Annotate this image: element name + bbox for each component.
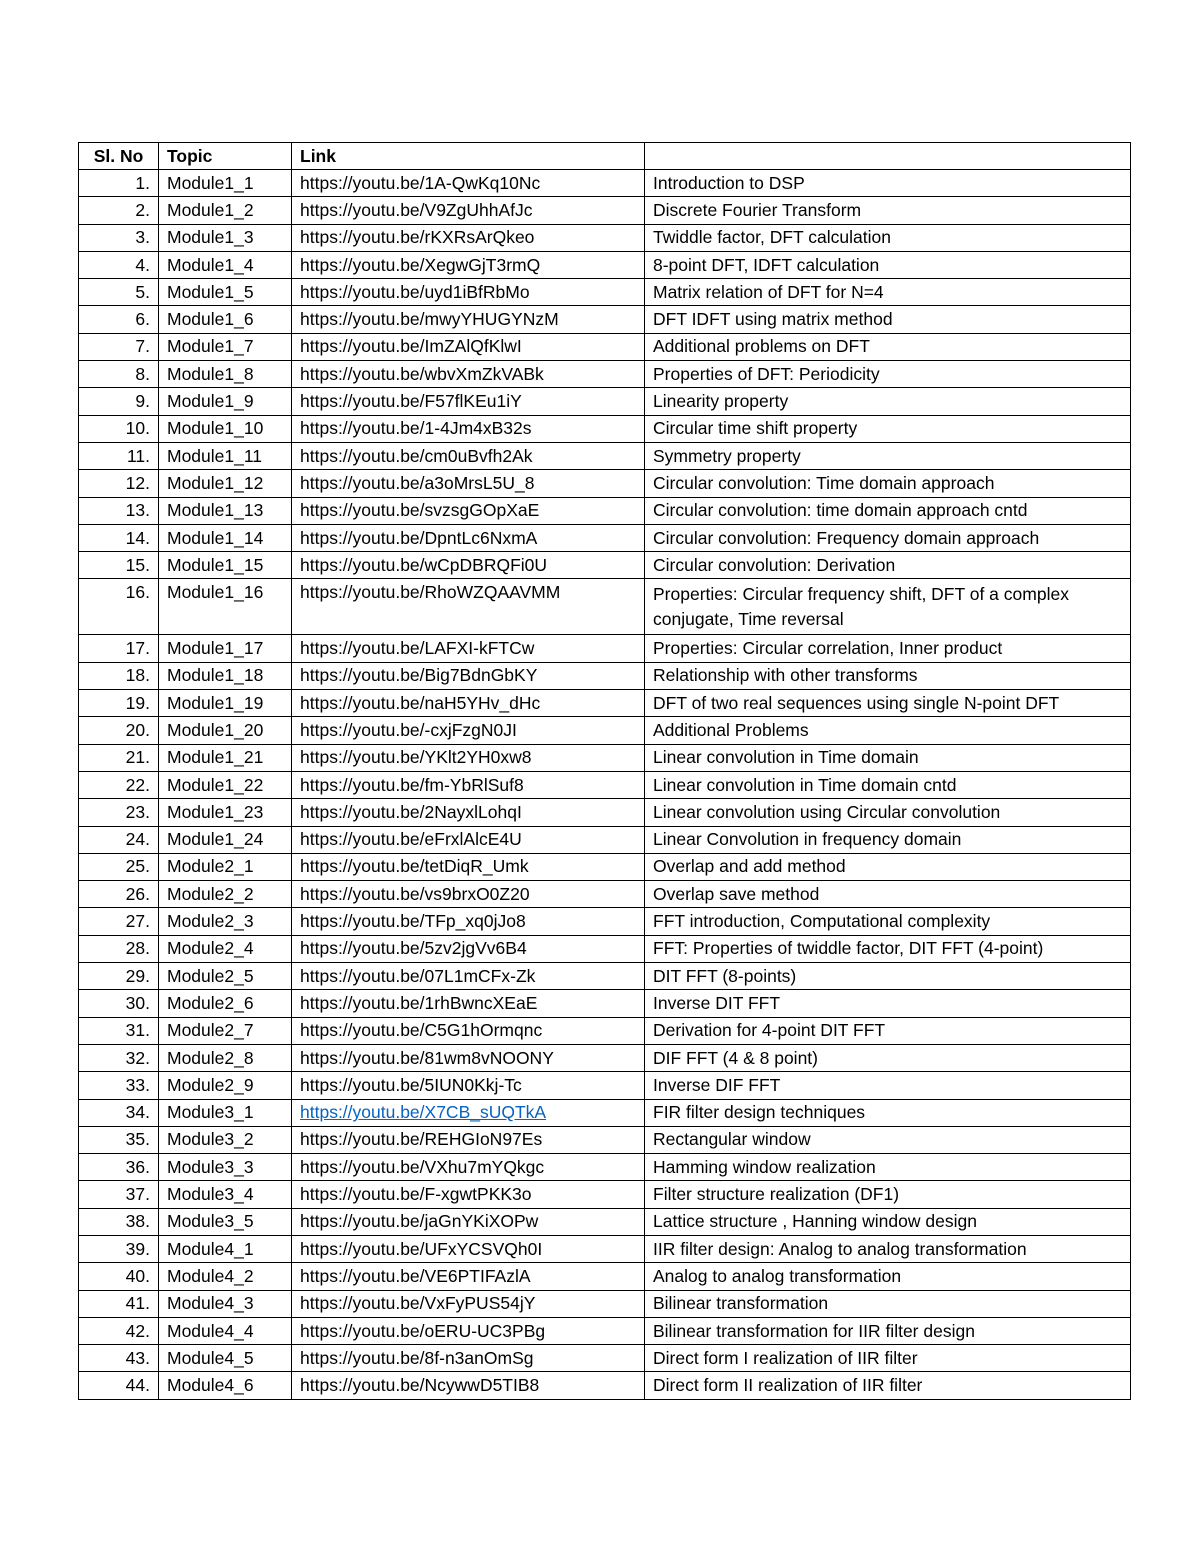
table-row [79, 990, 1131, 1017]
row-sl-no: 37. [79, 1181, 159, 1208]
row-topic: Module1_21 [159, 744, 292, 771]
table-row [79, 415, 1131, 442]
row-topic: Module1_14 [159, 524, 292, 551]
video-link-text: https://youtu.be/Big7BdnGbKY [300, 665, 538, 686]
row-sl-no: 24. [79, 826, 159, 853]
row-link-cell [292, 1126, 645, 1153]
row-topic: Module3_5 [159, 1208, 292, 1235]
table-row [79, 1044, 1131, 1071]
video-link-text: https://youtu.be/rKXRsArQkeo [300, 227, 535, 248]
row-topic: Module4_2 [159, 1263, 292, 1290]
row-link-cell [292, 361, 645, 388]
table-row [79, 771, 1131, 798]
video-link-text: https://youtu.be/C5G1hOrmqnc [300, 1020, 543, 1041]
row-sl-no: 23. [79, 799, 159, 826]
row-sl-no: 35. [79, 1126, 159, 1153]
row-description: Linear convolution in Time domain cntd [645, 771, 1131, 798]
table-row [79, 1099, 1131, 1126]
table-row [79, 1345, 1131, 1372]
table-row [79, 552, 1131, 579]
row-description: Circular convolution: time domain approach cntd [645, 497, 1131, 524]
row-sl-no: 41. [79, 1290, 159, 1317]
row-description: Direct form II realization of IIR filter [645, 1372, 1131, 1399]
row-topic: Module1_23 [159, 799, 292, 826]
video-link-text: https://youtu.be/1-4Jm4xB32s [300, 418, 532, 439]
row-link-cell [292, 552, 645, 579]
video-link-text: https://youtu.be/DpntLc6NxmA [300, 527, 538, 548]
row-description: Circular convolution: Derivation [645, 552, 1131, 579]
video-link-text: https://youtu.be/NcywwD5TIB8 [300, 1375, 540, 1396]
video-links-table [78, 142, 1131, 1400]
row-topic: Module1_12 [159, 470, 292, 497]
row-sl-no: 6. [79, 306, 159, 333]
video-link-text: https://youtu.be/oERU-UC3PBg [300, 1320, 546, 1341]
row-link-cell [292, 662, 645, 689]
video-link-text: https://youtu.be/RhoWZQAAVMM [300, 582, 561, 603]
row-sl-no: 5. [79, 279, 159, 306]
row-topic: Module2_6 [159, 990, 292, 1017]
video-link-text: https://youtu.be/VXhu7mYQkgc [300, 1156, 545, 1177]
row-topic: Module1_15 [159, 552, 292, 579]
row-link-cell [292, 1154, 645, 1181]
row-link-cell [292, 799, 645, 826]
row-sl-no: 9. [79, 388, 159, 415]
row-link-cell [292, 744, 645, 771]
header-description [645, 143, 1131, 170]
row-description: Linear Convolution in frequency domain [645, 826, 1131, 853]
table-row [79, 690, 1131, 717]
row-link-cell [292, 1317, 645, 1344]
video-link-text: https://youtu.be/F-xgwtPKK3o [300, 1184, 532, 1205]
video-link-text: https://youtu.be/5IUN0Kkj-Tc [300, 1074, 522, 1095]
row-description: IIR filter design: Analog to analog transformation [645, 1235, 1131, 1262]
row-description: Inverse DIT FFT [645, 990, 1131, 1017]
video-link-text: https://youtu.be/F57flKEu1iY [300, 391, 522, 412]
video-link-text: https://youtu.be/V9ZgUhhAfJc [300, 199, 533, 220]
row-topic: Module4_5 [159, 1345, 292, 1372]
row-topic: Module4_1 [159, 1235, 292, 1262]
row-description: Derivation for 4-point DIT FFT [645, 1017, 1131, 1044]
row-sl-no: 30. [79, 990, 159, 1017]
row-sl-no: 11. [79, 442, 159, 469]
row-link-cell [292, 224, 645, 251]
row-description: Overlap and add method [645, 853, 1131, 880]
table-row [79, 170, 1131, 197]
row-description: Properties: Circular correlation, Inner product [645, 635, 1131, 662]
row-link-cell [292, 279, 645, 306]
row-description: Matrix relation of DFT for N=4 [645, 279, 1131, 306]
video-link-text: https://youtu.be/LAFXI-kFTCw [300, 638, 535, 659]
video-link-text: https://youtu.be/a3oMrsL5U_8 [300, 472, 535, 493]
row-sl-no: 27. [79, 908, 159, 935]
row-link-cell [292, 1181, 645, 1208]
row-link-cell [292, 524, 645, 551]
row-sl-no: 26. [79, 881, 159, 908]
table-row [79, 1181, 1131, 1208]
video-link-text: https://youtu.be/naH5YHv_dHc [300, 692, 541, 713]
row-link-cell [292, 1235, 645, 1262]
row-topic: Module1_17 [159, 635, 292, 662]
row-link-cell [292, 1044, 645, 1071]
row-sl-no: 12. [79, 470, 159, 497]
row-sl-no: 36. [79, 1154, 159, 1181]
table-row [79, 1290, 1131, 1317]
row-link-cell [292, 935, 645, 962]
row-topic: Module2_4 [159, 935, 292, 962]
row-sl-no: 4. [79, 251, 159, 278]
row-link-cell [292, 442, 645, 469]
row-description: FFT introduction, Computational complexity [645, 908, 1131, 935]
table-row [79, 524, 1131, 551]
video-link-text: https://youtu.be/cm0uBvfh2Ak [300, 445, 533, 466]
row-description: Bilinear transformation for IIR filter design [645, 1317, 1131, 1344]
row-description: Additional Problems [645, 717, 1131, 744]
table-row [79, 881, 1131, 908]
row-sl-no: 29. [79, 963, 159, 990]
row-link-cell [292, 1208, 645, 1235]
row-link-cell [292, 306, 645, 333]
table-row [79, 251, 1131, 278]
table-row [79, 853, 1131, 880]
table-row [79, 1208, 1131, 1235]
header-link: Link [292, 143, 645, 170]
row-topic: Module1_9 [159, 388, 292, 415]
table-row [79, 1263, 1131, 1290]
video-link-text: https://youtu.be/TFp_xq0jJo8 [300, 911, 526, 932]
row-link-cell [292, 908, 645, 935]
row-sl-no: 40. [79, 1263, 159, 1290]
row-topic: Module1_22 [159, 771, 292, 798]
row-topic: Module4_6 [159, 1372, 292, 1399]
row-link-cell [292, 170, 645, 197]
table-row [79, 1372, 1131, 1399]
row-description: Bilinear transformation [645, 1290, 1131, 1317]
row-sl-no: 14. [79, 524, 159, 551]
row-description: Introduction to DSP [645, 170, 1131, 197]
row-link-cell [292, 853, 645, 880]
row-sl-no: 2. [79, 197, 159, 224]
row-link-cell [292, 963, 645, 990]
row-topic: Module1_7 [159, 333, 292, 360]
table-row [79, 963, 1131, 990]
row-link-cell [292, 388, 645, 415]
row-topic: Module1_3 [159, 224, 292, 251]
row-sl-no: 34. [79, 1099, 159, 1126]
row-description: Properties of DFT: Periodicity [645, 361, 1131, 388]
table-row [79, 1017, 1131, 1044]
row-topic: Module4_3 [159, 1290, 292, 1317]
video-link-text: https://youtu.be/XegwGjT3rmQ [300, 254, 541, 275]
video-link-text: https://youtu.be/1rhBwncXEaE [300, 992, 538, 1013]
row-sl-no: 43. [79, 1345, 159, 1372]
table-row [79, 826, 1131, 853]
table-row [79, 935, 1131, 962]
row-description: Linear convolution in Time domain [645, 744, 1131, 771]
row-topic: Module1_19 [159, 690, 292, 717]
row-description: Linearity property [645, 388, 1131, 415]
row-description: Rectangular window [645, 1126, 1131, 1153]
table-row [79, 224, 1131, 251]
table-row [79, 908, 1131, 935]
row-topic: Module3_1 [159, 1099, 292, 1126]
row-sl-no: 1. [79, 170, 159, 197]
table-row [79, 1154, 1131, 1181]
row-description: Hamming window realization [645, 1154, 1131, 1181]
row-link-cell [292, 1372, 645, 1399]
row-topic: Module2_9 [159, 1072, 292, 1099]
row-link-cell [292, 333, 645, 360]
video-link-text: https://youtu.be/1A-QwKq10Nc [300, 172, 541, 193]
table-row [79, 497, 1131, 524]
row-sl-no: 8. [79, 361, 159, 388]
video-link-text: https://youtu.be/vs9brxO0Z20 [300, 883, 530, 904]
row-link-cell [292, 826, 645, 853]
row-link-cell [292, 1017, 645, 1044]
video-link-text: https://youtu.be/mwyYHUGYNzM [300, 309, 559, 330]
row-topic: Module1_8 [159, 361, 292, 388]
row-topic: Module4_4 [159, 1317, 292, 1344]
row-sl-no: 32. [79, 1044, 159, 1071]
row-description: Filter structure realization (DF1) [645, 1181, 1131, 1208]
table-row [79, 1317, 1131, 1344]
video-link-text: https://youtu.be/5zv2jgVv6B4 [300, 938, 527, 959]
row-topic: Module1_2 [159, 197, 292, 224]
row-sl-no: 33. [79, 1072, 159, 1099]
row-link-cell [292, 1099, 645, 1126]
row-description: DIT FFT (8-points) [645, 963, 1131, 990]
row-link-cell [292, 1263, 645, 1290]
table-body [79, 170, 1131, 1400]
video-link-text: https://youtu.be/fm-YbRlSuf8 [300, 774, 524, 795]
row-topic: Module1_13 [159, 497, 292, 524]
row-sl-no: 44. [79, 1372, 159, 1399]
row-description: FIR filter design techniques [645, 1099, 1131, 1126]
row-link-cell [292, 771, 645, 798]
row-sl-no: 7. [79, 333, 159, 360]
row-sl-no: 18. [79, 662, 159, 689]
row-description: Symmetry property [645, 442, 1131, 469]
table-row [79, 197, 1131, 224]
table-header-row [79, 143, 1131, 170]
row-topic: Module2_7 [159, 1017, 292, 1044]
row-topic: Module1_20 [159, 717, 292, 744]
row-description: Lattice structure , Hanning window design [645, 1208, 1131, 1235]
row-link-cell [292, 415, 645, 442]
row-topic: Module1_6 [159, 306, 292, 333]
video-link-text: https://youtu.be/uyd1iBfRbMo [300, 281, 530, 302]
row-topic: Module2_2 [159, 881, 292, 908]
row-description: FFT: Properties of twiddle factor, DIT FFT (4-point) [645, 935, 1131, 962]
row-link-cell [292, 881, 645, 908]
table-row [79, 662, 1131, 689]
video-link-text: https://youtu.be/tetDiqR_Umk [300, 856, 529, 877]
row-topic: Module1_24 [159, 826, 292, 853]
row-link-cell [292, 197, 645, 224]
table-row [79, 1235, 1131, 1262]
table-row [79, 279, 1131, 306]
row-topic: Module1_4 [159, 251, 292, 278]
row-link-cell [292, 990, 645, 1017]
table-row [79, 1126, 1131, 1153]
video-link-text: https://youtu.be/81wm8vNOONY [300, 1047, 554, 1068]
row-sl-no: 10. [79, 415, 159, 442]
table-row [79, 333, 1131, 360]
row-sl-no: 16. [79, 579, 159, 635]
row-sl-no: 20. [79, 717, 159, 744]
video-link-text: https://youtu.be/-cxjFzgN0JI [300, 719, 517, 740]
row-topic: Module1_1 [159, 170, 292, 197]
row-link-cell [292, 690, 645, 717]
video-link-text: https://youtu.be/YKlt2YH0xw8 [300, 747, 532, 768]
table-row [79, 635, 1131, 662]
row-topic: Module2_3 [159, 908, 292, 935]
row-topic: Module1_11 [159, 442, 292, 469]
row-sl-no: 13. [79, 497, 159, 524]
row-link-cell [292, 579, 645, 635]
row-sl-no: 17. [79, 635, 159, 662]
table-row [79, 799, 1131, 826]
table-row [79, 470, 1131, 497]
header-topic: Topic [159, 143, 292, 170]
row-description: DIF FFT (4 & 8 point) [645, 1044, 1131, 1071]
video-hyperlink[interactable]: https://youtu.be/X7CB_sUQTkA [300, 1102, 547, 1123]
video-link-text: https://youtu.be/jaGnYKiXOPw [300, 1211, 539, 1232]
row-sl-no: 21. [79, 744, 159, 771]
row-topic: Module2_1 [159, 853, 292, 880]
table-row [79, 361, 1131, 388]
video-link-text: https://youtu.be/UFxYCSVQh0I [300, 1238, 543, 1259]
row-description: Analog to analog transformation [645, 1263, 1131, 1290]
row-topic: Module1_16 [159, 579, 292, 635]
table-row [79, 579, 1131, 635]
row-topic: Module3_2 [159, 1126, 292, 1153]
row-description: Overlap save method [645, 881, 1131, 908]
row-link-cell [292, 251, 645, 278]
row-topic: Module3_3 [159, 1154, 292, 1181]
row-description: Properties: Circular frequency shift, DFT of a complex conjugate, Time reversal [645, 579, 1131, 635]
table-row [79, 744, 1131, 771]
header-sl-no: Sl. No [79, 143, 159, 170]
row-description: Relationship with other transforms [645, 662, 1131, 689]
row-sl-no: 25. [79, 853, 159, 880]
video-link-text: https://youtu.be/wbvXmZkVABk [300, 363, 544, 384]
row-sl-no: 42. [79, 1317, 159, 1344]
row-description: Discrete Fourier Transform [645, 197, 1131, 224]
row-description: Linear convolution using Circular convolution [645, 799, 1131, 826]
video-link-text: https://youtu.be/VE6PTIFAzlA [300, 1265, 531, 1286]
row-topic: Module1_10 [159, 415, 292, 442]
row-topic: Module2_5 [159, 963, 292, 990]
table-row [79, 717, 1131, 744]
row-description: Additional problems on DFT [645, 333, 1131, 360]
row-topic: Module2_8 [159, 1044, 292, 1071]
video-link-text: https://youtu.be/2NayxlLohqI [300, 801, 522, 822]
video-link-text: https://youtu.be/wCpDBRQFi0U [300, 554, 548, 575]
row-link-cell [292, 717, 645, 744]
row-description: Circular time shift property [645, 415, 1131, 442]
row-description: Circular convolution: Time domain approach [645, 470, 1131, 497]
row-description: Inverse DIF FFT [645, 1072, 1131, 1099]
row-description: DFT of two real sequences using single N-point DFT [645, 690, 1131, 717]
video-link-text: https://youtu.be/07L1mCFx-Zk [300, 965, 536, 986]
video-link-text: https://youtu.be/svzsgGOpXaE [300, 500, 540, 521]
row-sl-no: 15. [79, 552, 159, 579]
video-link-text: https://youtu.be/REHGIoN97Es [300, 1129, 543, 1150]
row-topic: Module1_18 [159, 662, 292, 689]
row-link-cell [292, 635, 645, 662]
video-link-text: https://youtu.be/VxFyPUS54jY [300, 1293, 536, 1314]
row-description: Twiddle factor, DFT calculation [645, 224, 1131, 251]
row-sl-no: 22. [79, 771, 159, 798]
row-sl-no: 38. [79, 1208, 159, 1235]
row-description: 8-point DFT, IDFT calculation [645, 251, 1131, 278]
row-link-cell [292, 1290, 645, 1317]
row-sl-no: 19. [79, 690, 159, 717]
row-sl-no: 31. [79, 1017, 159, 1044]
video-link-text: https://youtu.be/8f-n3anOmSg [300, 1347, 534, 1368]
video-link-text: https://youtu.be/ImZAlQfKlwI [300, 336, 522, 357]
row-link-cell [292, 470, 645, 497]
row-link-cell [292, 497, 645, 524]
row-topic: Module1_5 [159, 279, 292, 306]
row-description: Direct form I realization of IIR filter [645, 1345, 1131, 1372]
row-topic: Module3_4 [159, 1181, 292, 1208]
table-row [79, 1072, 1131, 1099]
row-sl-no: 28. [79, 935, 159, 962]
row-sl-no: 39. [79, 1235, 159, 1262]
row-description: DFT IDFT using matrix method [645, 306, 1131, 333]
row-link-cell [292, 1072, 645, 1099]
row-link-cell [292, 1345, 645, 1372]
table-row [79, 388, 1131, 415]
table-row [79, 306, 1131, 333]
video-link-text: https://youtu.be/eFrxlAlcE4U [300, 829, 522, 850]
table-row [79, 442, 1131, 469]
row-sl-no: 3. [79, 224, 159, 251]
row-description: Circular convolution: Frequency domain approach [645, 524, 1131, 551]
